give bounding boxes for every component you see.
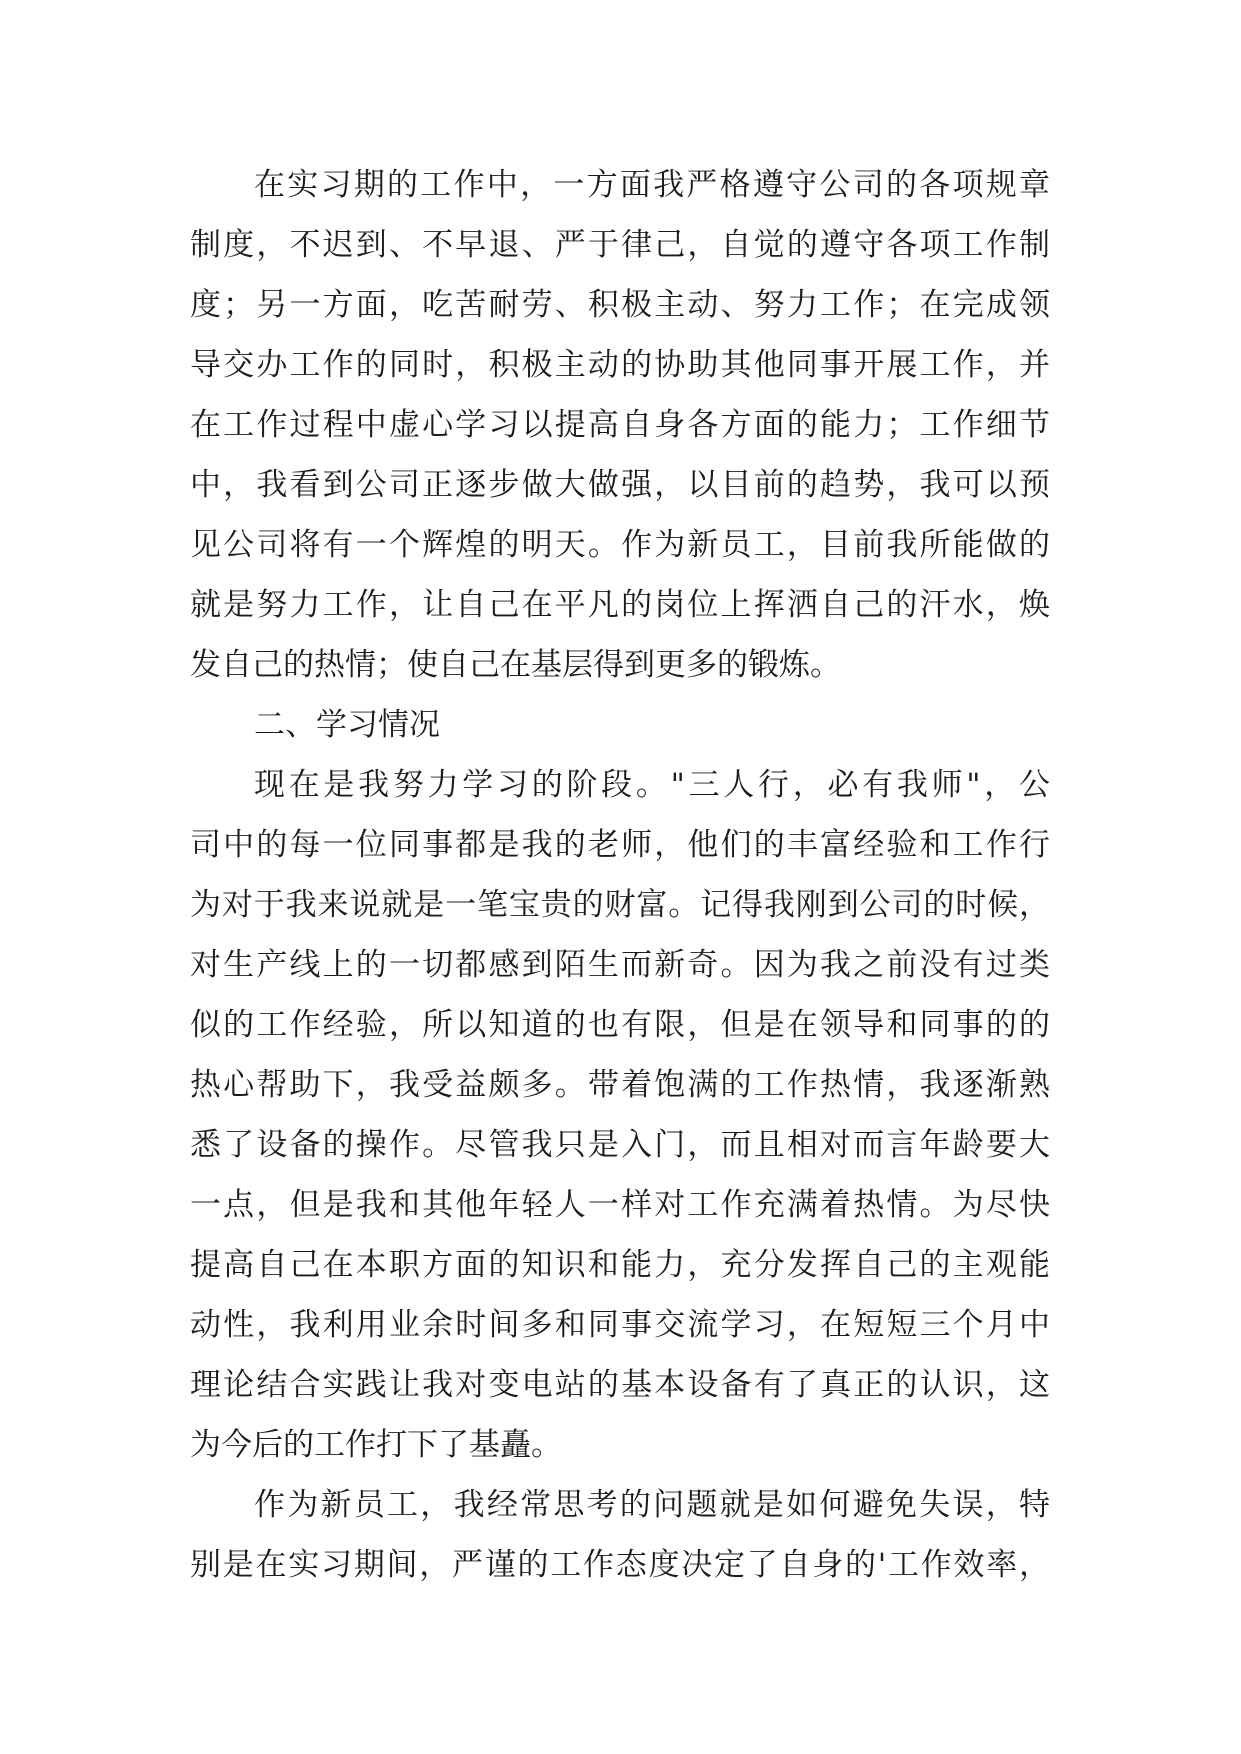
text-line: 别是在实习期间，严谨的工作态度决定了自身的'工作效率， [190, 1547, 1050, 1583]
text-line: 就是努力工作，让自己在平凡的岗位上挥洒自己的汗水，焕 [190, 587, 1050, 623]
text-line: 中，我看到公司正逐步做大做强，以目前的趋势，我可以预 [190, 467, 1050, 503]
text-line: 提高自己在本职方面的知识和能力，充分发挥自己的主观能 [190, 1247, 1050, 1283]
text-line: 作为新员工，我经常思考的问题就是如何避免失误，特 [254, 1487, 1050, 1523]
text-line: 司中的每一位同事都是我的老师，他们的丰富经验和工作行 [190, 827, 1050, 863]
text-line: 发自己的热情；使自己在基层得到更多的锻炼。 [190, 647, 841, 683]
text-line: 二、学习情况 [254, 707, 440, 743]
text-line: 度；另一方面，吃苦耐劳、积极主动、努力工作；在完成领 [190, 287, 1050, 323]
text-line: 为今后的工作打下了基矗。 [190, 1427, 562, 1463]
text-line: 对生产线上的一切都感到陌生而新奇。因为我之前没有过类 [190, 947, 1050, 983]
text-line: 在实习期的工作中，一方面我严格遵守公司的各项规章 [254, 167, 1050, 203]
text-line: 悉了设备的操作。尽管我只是入门，而且相对而言年龄要大 [190, 1127, 1050, 1163]
text-line: 动性，我利用业余时间多和同事交流学习，在短短三个月中 [190, 1307, 1050, 1343]
text-line: 热心帮助下，我受益颇多。带着饱满的工作热情，我逐渐熟 [190, 1067, 1050, 1103]
text-line: 在工作过程中虚心学习以提高自身各方面的能力；工作细节 [190, 407, 1050, 443]
text-line: 似的工作经验，所以知道的也有限，但是在领导和同事的的 [190, 1007, 1050, 1043]
text-line: 见公司将有一个辉煌的明天。作为新员工，目前我所能做的 [190, 527, 1050, 563]
text-line: 一点，但是我和其他年轻人一样对工作充满着热情。为尽快 [190, 1187, 1050, 1223]
text-line: 导交办工作的同时，积极主动的协助其他同事开展工作，并 [190, 347, 1050, 383]
text-line: 制度，不迟到、不早退、严于律己，自觉的遵守各项工作制 [190, 227, 1050, 263]
text-line: 现在是我努力学习的阶段。"三人行，必有我师"，公 [254, 767, 1050, 803]
text-line: 理论结合实践让我对变电站的基本设备有了真正的认识，这 [190, 1367, 1050, 1403]
document-body [190, 155, 1050, 1595]
text-line: 为对于我来说就是一笔宝贵的财富。记得我刚到公司的时候， [190, 887, 1050, 923]
